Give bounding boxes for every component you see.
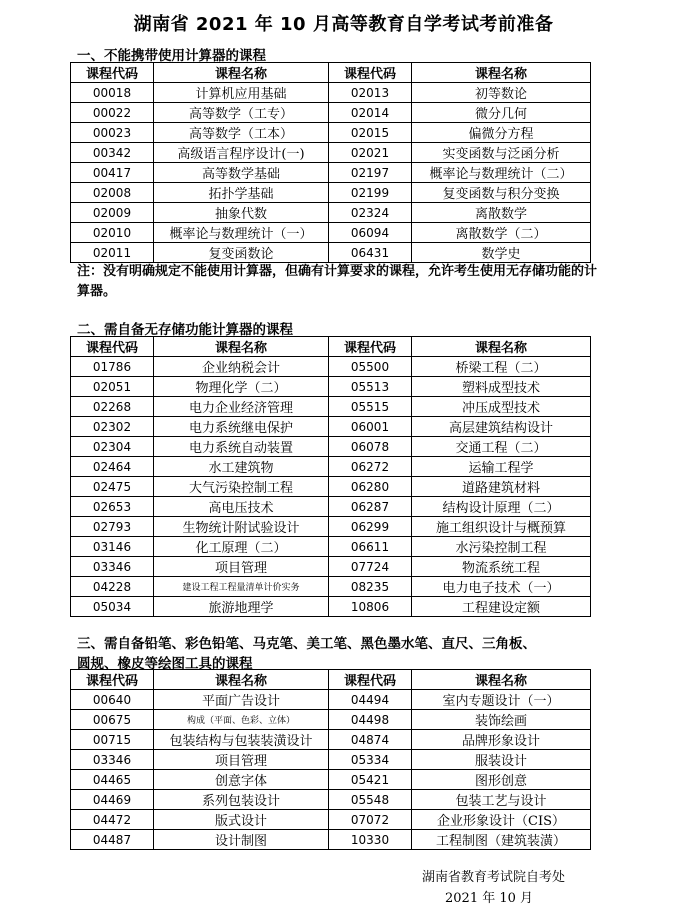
table-row bbox=[71, 83, 591, 103]
course-name-cell: 水工建筑物 bbox=[154, 457, 329, 477]
course-code-cell: 10806 bbox=[329, 597, 412, 617]
column-header: 课程名称 bbox=[412, 63, 591, 83]
course-name-cell: 建设工程工程量清单计价实务 bbox=[154, 577, 329, 597]
course-name-cell: 电力系统继电保护 bbox=[154, 417, 329, 437]
course-name-cell: 概率论与数理统计（一） bbox=[154, 223, 329, 243]
course-code-cell: 02015 bbox=[329, 123, 412, 143]
course-code-cell: 02014 bbox=[329, 103, 412, 123]
course-name-cell: 概率论与数理统计（二） bbox=[412, 163, 591, 183]
course-code-cell: 02013 bbox=[329, 83, 412, 103]
course-name-cell: 项目管理 bbox=[154, 557, 329, 577]
table-row bbox=[71, 417, 591, 437]
course-name-cell: 生物统计附试验设计 bbox=[154, 517, 329, 537]
course-name-cell: 拓扑学基础 bbox=[154, 183, 329, 203]
table-row bbox=[71, 397, 591, 417]
course-code-cell: 00342 bbox=[71, 143, 154, 163]
course-name-cell: 包装工艺与设计 bbox=[412, 790, 591, 810]
course-name-cell: 企业纳税会计 bbox=[154, 357, 329, 377]
table-header-row bbox=[71, 337, 591, 357]
course-name-cell: 高层建筑结构设计 bbox=[412, 417, 591, 437]
course-code-cell: 06299 bbox=[329, 517, 412, 537]
course-code-cell: 04487 bbox=[71, 830, 154, 850]
course-code-cell: 02475 bbox=[71, 477, 154, 497]
table-row bbox=[71, 437, 591, 457]
table-row bbox=[71, 830, 591, 850]
course-name-cell: 交通工程（二） bbox=[412, 437, 591, 457]
course-code-cell: 05500 bbox=[329, 357, 412, 377]
course-name-cell: 高等数学基础 bbox=[154, 163, 329, 183]
column-header: 课程名称 bbox=[154, 63, 329, 83]
course-code-cell: 00018 bbox=[71, 83, 154, 103]
section1-heading: 一、不能携带使用计算器的课程 bbox=[77, 48, 266, 64]
table-row bbox=[71, 203, 591, 223]
table-row bbox=[71, 123, 591, 143]
course-code-cell: 00675 bbox=[71, 710, 154, 730]
course-name-cell: 复变函数论 bbox=[154, 243, 329, 263]
course-code-cell: 02324 bbox=[329, 203, 412, 223]
course-name-cell: 离散数学（二） bbox=[412, 223, 591, 243]
course-name-cell: 包装结构与包装装潢设计 bbox=[154, 730, 329, 750]
course-code-cell: 00023 bbox=[71, 123, 154, 143]
course-code-cell: 06001 bbox=[329, 417, 412, 437]
course-name-cell: 结构设计原理（二） bbox=[412, 497, 591, 517]
course-name-cell: 高电压技术 bbox=[154, 497, 329, 517]
course-name-cell: 水污染控制工程 bbox=[412, 537, 591, 557]
course-code-cell: 03146 bbox=[71, 537, 154, 557]
course-code-cell: 00640 bbox=[71, 690, 154, 710]
course-name-cell: 室内专题设计（一） bbox=[412, 690, 591, 710]
column-header: 课程代码 bbox=[329, 670, 412, 690]
course-name-cell: 微分几何 bbox=[412, 103, 591, 123]
footer-date: 2021 年 10 月 bbox=[445, 891, 534, 906]
course-code-cell: 02199 bbox=[329, 183, 412, 203]
course-name-cell: 工程建设定额 bbox=[412, 597, 591, 617]
course-code-cell: 04472 bbox=[71, 810, 154, 830]
course-name-cell: 电力企业经济管理 bbox=[154, 397, 329, 417]
table-row bbox=[71, 690, 591, 710]
table-header-row bbox=[71, 63, 591, 83]
course-code-cell: 05034 bbox=[71, 597, 154, 617]
course-code-cell: 06280 bbox=[329, 477, 412, 497]
course-name-cell: 系列包装设计 bbox=[154, 790, 329, 810]
section2-table bbox=[70, 336, 591, 617]
table-row bbox=[71, 710, 591, 730]
section1-note: 注：没有明确规定不能使用计算器，但确有计算要求的课程，允许考生使用无存储功能的计算器。 bbox=[77, 264, 598, 299]
course-name-cell: 服装设计 bbox=[412, 750, 591, 770]
column-header: 课程名称 bbox=[154, 670, 329, 690]
course-name-cell: 离散数学 bbox=[412, 203, 591, 223]
course-code-cell: 06078 bbox=[329, 437, 412, 457]
column-header: 课程代码 bbox=[71, 337, 154, 357]
table-row bbox=[71, 163, 591, 183]
course-code-cell: 02051 bbox=[71, 377, 154, 397]
course-name-cell: 桥梁工程（二） bbox=[412, 357, 591, 377]
course-name-cell: 抽象代数 bbox=[154, 203, 329, 223]
course-code-cell: 02793 bbox=[71, 517, 154, 537]
course-code-cell: 04469 bbox=[71, 790, 154, 810]
course-name-cell: 高等数学（工本） bbox=[154, 123, 329, 143]
course-name-cell: 物理化学（二） bbox=[154, 377, 329, 397]
course-name-cell: 初等数论 bbox=[412, 83, 591, 103]
course-code-cell: 06431 bbox=[329, 243, 412, 263]
course-name-cell: 复变函数与积分变换 bbox=[412, 183, 591, 203]
section3-heading-line1: 三、需自备铅笔、彩色铅笔、马克笔、美工笔、黑色墨水笔、直尺、三角板、 bbox=[77, 636, 536, 652]
course-name-cell: 企业形象设计（CIS） bbox=[412, 810, 591, 830]
course-name-cell: 塑料成型技术 bbox=[412, 377, 591, 397]
course-name-cell: 数学史 bbox=[412, 243, 591, 263]
table-row bbox=[71, 517, 591, 537]
table-row bbox=[71, 223, 591, 243]
course-code-cell: 02302 bbox=[71, 417, 154, 437]
course-code-cell: 07072 bbox=[329, 810, 412, 830]
table-row bbox=[71, 577, 591, 597]
course-code-cell: 03346 bbox=[71, 557, 154, 577]
course-code-cell: 02021 bbox=[329, 143, 412, 163]
course-name-cell: 冲压成型技术 bbox=[412, 397, 591, 417]
course-name-cell: 电力电子技术（一） bbox=[412, 577, 591, 597]
column-header: 课程名称 bbox=[412, 670, 591, 690]
course-name-cell: 高级语言程序设计(一) bbox=[154, 143, 329, 163]
course-name-cell: 高等数学（工专） bbox=[154, 103, 329, 123]
course-name-cell: 品牌形象设计 bbox=[412, 730, 591, 750]
table-row bbox=[71, 597, 591, 617]
course-code-cell: 05513 bbox=[329, 377, 412, 397]
table-row bbox=[71, 103, 591, 123]
table-row bbox=[71, 750, 591, 770]
course-code-cell: 02268 bbox=[71, 397, 154, 417]
table-row bbox=[71, 770, 591, 790]
table-row bbox=[71, 790, 591, 810]
course-code-cell: 02010 bbox=[71, 223, 154, 243]
course-code-cell: 02197 bbox=[329, 163, 412, 183]
course-code-cell: 08235 bbox=[329, 577, 412, 597]
course-name-cell: 版式设计 bbox=[154, 810, 329, 830]
course-name-cell: 电力系统自动装置 bbox=[154, 437, 329, 457]
course-code-cell: 04465 bbox=[71, 770, 154, 790]
course-name-cell: 构成（平面、色彩、立体） bbox=[154, 710, 329, 730]
table-row bbox=[71, 243, 591, 263]
course-code-cell: 02653 bbox=[71, 497, 154, 517]
course-name-cell: 化工原理（二） bbox=[154, 537, 329, 557]
course-name-cell: 道路建筑材料 bbox=[412, 477, 591, 497]
course-code-cell: 06094 bbox=[329, 223, 412, 243]
course-name-cell: 偏微分方程 bbox=[412, 123, 591, 143]
course-name-cell: 图形创意 bbox=[412, 770, 591, 790]
column-header: 课程名称 bbox=[412, 337, 591, 357]
section2-heading: 二、需自备无存储功能计算器的课程 bbox=[77, 322, 293, 338]
course-code-cell: 01786 bbox=[71, 357, 154, 377]
column-header: 课程代码 bbox=[71, 670, 154, 690]
course-name-cell: 平面广告设计 bbox=[154, 690, 329, 710]
section3-heading-line2: 圆规、橡皮等绘图工具的课程 bbox=[77, 656, 253, 672]
course-name-cell: 旅游地理学 bbox=[154, 597, 329, 617]
course-code-cell: 04228 bbox=[71, 577, 154, 597]
course-code-cell: 02464 bbox=[71, 457, 154, 477]
table-row bbox=[71, 457, 591, 477]
course-name-cell: 实变函数与泛函分析 bbox=[412, 143, 591, 163]
course-code-cell: 05421 bbox=[329, 770, 412, 790]
course-code-cell: 03346 bbox=[71, 750, 154, 770]
course-code-cell: 04494 bbox=[329, 690, 412, 710]
table-row bbox=[71, 357, 591, 377]
course-name-cell: 运输工程学 bbox=[412, 457, 591, 477]
table-row bbox=[71, 810, 591, 830]
table-row bbox=[71, 730, 591, 750]
course-code-cell: 05515 bbox=[329, 397, 412, 417]
course-code-cell: 05334 bbox=[329, 750, 412, 770]
course-code-cell: 00022 bbox=[71, 103, 154, 123]
course-code-cell: 04498 bbox=[329, 710, 412, 730]
course-code-cell: 04874 bbox=[329, 730, 412, 750]
course-name-cell: 创意字体 bbox=[154, 770, 329, 790]
table-header-row bbox=[71, 670, 591, 690]
column-header: 课程名称 bbox=[154, 337, 329, 357]
course-name-cell: 装饰绘画 bbox=[412, 710, 591, 730]
footer-org: 湖南省教育考试院自考处 bbox=[422, 870, 566, 885]
course-name-cell: 设计制图 bbox=[154, 830, 329, 850]
section1-table bbox=[70, 62, 591, 263]
course-name-cell: 项目管理 bbox=[154, 750, 329, 770]
course-code-cell: 05548 bbox=[329, 790, 412, 810]
table-row bbox=[71, 497, 591, 517]
table-row bbox=[71, 143, 591, 163]
course-code-cell: 02008 bbox=[71, 183, 154, 203]
course-code-cell: 06611 bbox=[329, 537, 412, 557]
course-code-cell: 00715 bbox=[71, 730, 154, 750]
page-title: 湖南省 2021 年 10 月高等教育自学考试考前准备 bbox=[133, 14, 554, 35]
section3-table bbox=[70, 669, 591, 850]
course-code-cell: 00417 bbox=[71, 163, 154, 183]
course-code-cell: 06287 bbox=[329, 497, 412, 517]
course-code-cell: 02011 bbox=[71, 243, 154, 263]
table-row bbox=[71, 377, 591, 397]
course-name-cell: 大气污染控制工程 bbox=[154, 477, 329, 497]
course-name-cell: 施工组织设计与概预算 bbox=[412, 517, 591, 537]
column-header: 课程代码 bbox=[329, 337, 412, 357]
column-header: 课程代码 bbox=[329, 63, 412, 83]
table-row bbox=[71, 183, 591, 203]
course-code-cell: 07724 bbox=[329, 557, 412, 577]
course-code-cell: 02304 bbox=[71, 437, 154, 457]
course-name-cell: 物流系统工程 bbox=[412, 557, 591, 577]
table-row bbox=[71, 477, 591, 497]
course-name-cell: 计算机应用基础 bbox=[154, 83, 329, 103]
course-code-cell: 06272 bbox=[329, 457, 412, 477]
column-header: 课程代码 bbox=[71, 63, 154, 83]
table-row bbox=[71, 557, 591, 577]
course-name-cell: 工程制图（建筑装潢） bbox=[412, 830, 591, 850]
table-row bbox=[71, 537, 591, 557]
course-code-cell: 02009 bbox=[71, 203, 154, 223]
course-code-cell: 10330 bbox=[329, 830, 412, 850]
